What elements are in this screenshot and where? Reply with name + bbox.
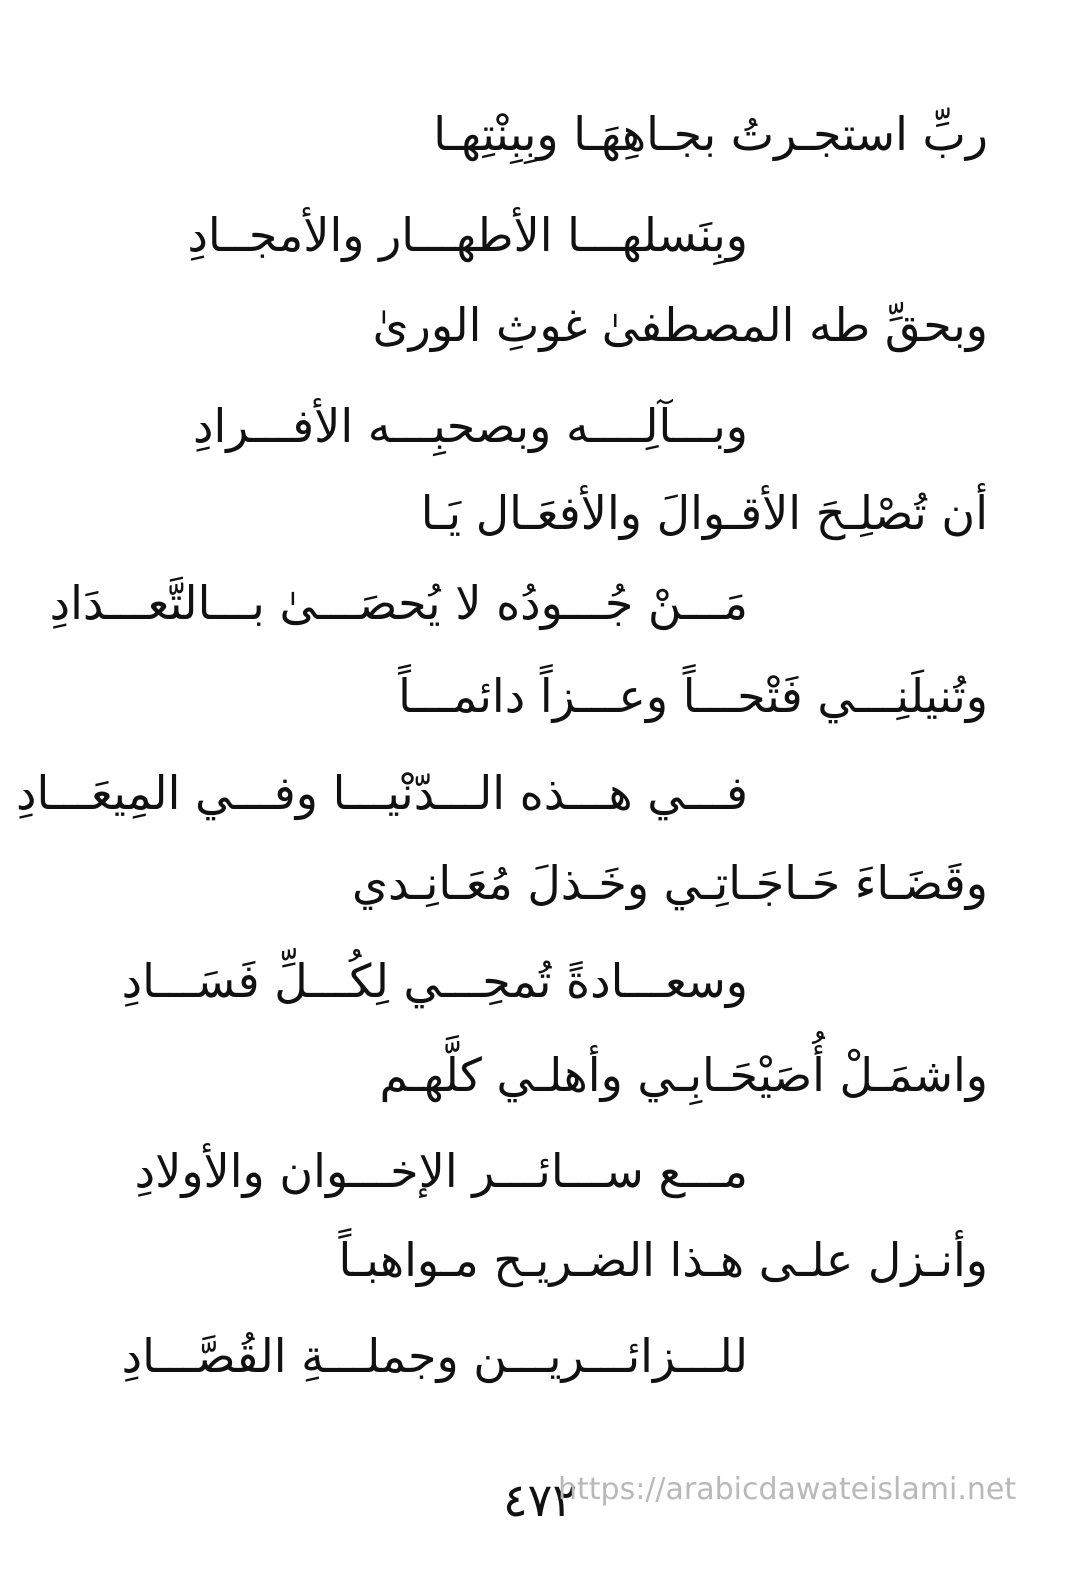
poem-line-3: وبحقِّ طه المصطفىٰ غوثِ الورىٰ: [372, 298, 988, 352]
poem-line-2: وبِنَسلهـــا الأطهـــار والأمجــادِ: [187, 208, 748, 262]
poem-line-14: للـــزائـــريـــن وجملـــةِ القُصَّـــادِ: [121, 1329, 748, 1383]
poem-line-9: وقَضَـاءَ حَـاجَـاتِـي وخَـذلَ مُعَـانِـدي: [351, 856, 988, 910]
poem-line-11: واشمَـلْ أُصَيْحَـابِـي وأهلـي كلَّهـم: [379, 1048, 988, 1102]
poem-line-13: وأنـزل علـى هـذا الضـريـح مـواهبـاً: [338, 1233, 988, 1287]
poem-line-6: مَـــنْ جُـــودُه لا يُحصَـــىٰ بـــالتَّعـــدَادِ: [49, 576, 748, 630]
poem-line-10: وسعـــادةً تُمحِـــي لِكُـــلِّ فَسَـــادِ: [121, 954, 748, 1008]
poem-line-8: فـــي هـــذه الـــدّنْيـــا وفـــي المِيعَـــادِ: [15, 766, 748, 820]
poem-line-5: أن تُصْلِـحَ الأقـوالَ والأفعَـال يَـا: [420, 486, 988, 540]
poem-line-12: مـــع ســـائـــر الإخـــوان والأولادِ: [134, 1144, 748, 1198]
page-number: ٤٧٢: [502, 1473, 578, 1527]
watermark-url: https://arabicdawateislami.net: [558, 1472, 1017, 1507]
poem-line-7: وتُنيلَنِـــي فَتْحـــاً وعـــزاً دائمـــاً: [398, 669, 988, 723]
poem-line-4: وبـــآلِــــه وبصحبِـــه الأفـــرادِ: [193, 399, 748, 453]
poem-line-1: ربِّ استجـرتُ بجـاهِهَـا وبِبِنْتِهـا: [433, 107, 988, 161]
